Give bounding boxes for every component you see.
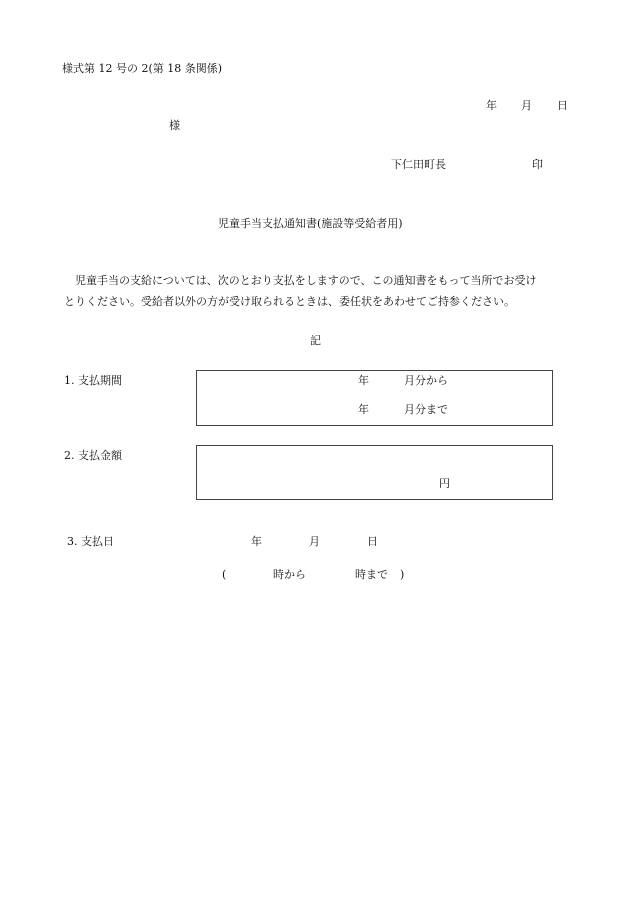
time-open-paren: (: [222, 568, 227, 581]
body-line-1: 児童手当の支給については、次のとおり支払をしますので、この通知書をもって当所でお受け: [75, 274, 537, 287]
amount-unit: 円: [439, 477, 450, 490]
payment-date-day: 日: [367, 535, 378, 548]
date-year-label: 年: [486, 99, 497, 112]
payment-amount-box: [196, 445, 553, 500]
payment-period-label: 1. 支払期間: [64, 374, 122, 387]
period-to-year: 年: [358, 403, 369, 416]
period-from-year: 年: [358, 374, 369, 387]
date-day-label: 日: [557, 99, 568, 112]
issuer-name: 下仁田町長: [391, 158, 446, 171]
payment-date-year: 年: [251, 535, 262, 548]
payment-date-month: 月: [309, 535, 320, 548]
payment-amount-label: 2. 支払金額: [64, 449, 122, 462]
time-from-label: 時から: [273, 568, 306, 581]
time-close-paren: ): [400, 568, 405, 581]
form-number: 様式第 12 号の 2(第 18 条関係): [62, 62, 223, 75]
ki-heading: 記: [310, 334, 321, 347]
period-from-month: 月分から: [404, 374, 448, 387]
body-line-2: とりください。受給者以外の方が受け取られるときは、委任状をあわせてご持参ください。: [64, 295, 515, 308]
time-to-label: 時まで: [355, 568, 388, 581]
document-title: 児童手当支払通知書(施設等受給者用): [218, 217, 403, 230]
payment-period-box: [196, 370, 553, 426]
payment-date-label: 3. 支払日: [67, 535, 114, 548]
period-to-month: 月分まで: [404, 403, 448, 416]
recipient-honorific: 様: [169, 119, 180, 132]
issuer-seal: 印: [532, 158, 543, 171]
date-month-label: 月: [521, 99, 532, 112]
